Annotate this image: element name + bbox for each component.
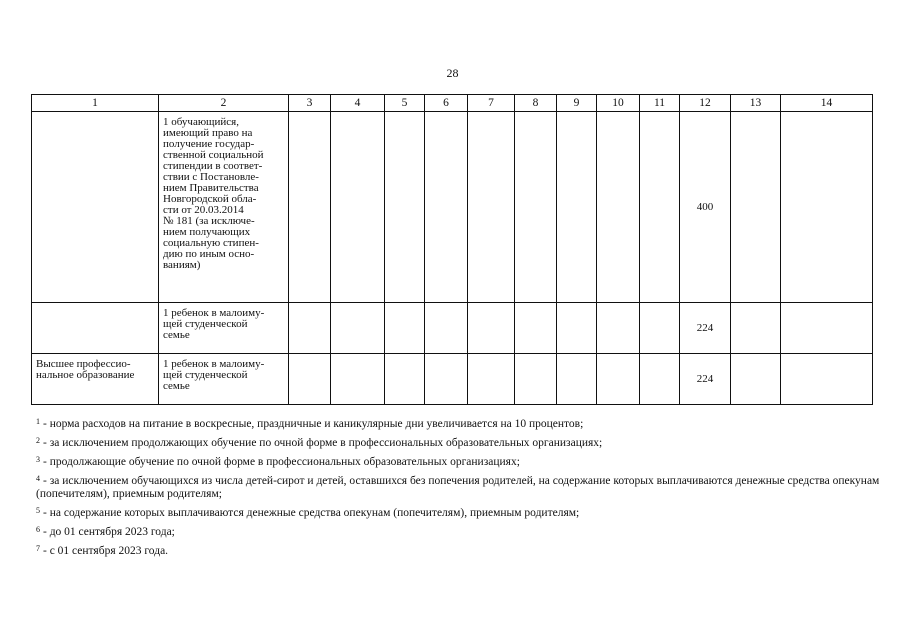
footnote-text: - продолжающие обучение по очной форме в профессиональных образовательных организациях; [43,456,520,468]
category-text: 1 обучающийся, имеющий право на получение государ- ственной социальной стипендии в соответ- ствии с Постановле- нием Правительства Новгородской обла- сти от 20.03.2014 № 181 (за исключе- нием получающих социальную стипен- дию по иным осно- ваниям) [163,116,264,271]
footnote-text: - норма расходов на питание в воскресные, праздничные и каникулярные дни увеличивается на 10 процентов; [43,418,584,430]
footnotes [36,418,886,564]
footnote-mark: 1 [36,417,40,426]
table-cell [468,354,515,405]
footnote-text: - с 01 сентября 2023 года. [43,545,169,557]
category-cell [159,303,289,354]
table-cell [385,303,425,354]
table-cell [597,112,640,303]
header-cell: 9 [557,95,597,112]
header-cell: 3 [289,95,331,112]
value-cell [680,303,731,354]
header-row [32,95,873,112]
table-cell [781,112,873,303]
header-cell: 5 [385,95,425,112]
education-level-text [32,112,158,117]
category-text: 1 ребенок в малоиму- щей студенческой семье [163,307,265,341]
footnote-mark: 2 [36,436,40,445]
footnote [36,526,886,539]
footnote [36,475,886,501]
table-cell [731,303,781,354]
category-text: 1 ребенок в малоиму- щей студенческой семье [163,358,265,392]
footnote-text: - на содержание которых выплачиваются денежные средства опекунам (попечителям), приемным родителям; [43,507,580,519]
table-cell [640,354,680,405]
table-cell [289,354,331,405]
footnote-text: - за исключением обучающихся из числа детей-сирот и детей, оставшихся без попечения родителей, на содержание которых выплачиваются денежные средства опекунам (попечителям), приемным родителям; [36,475,880,500]
table-cell [731,354,781,405]
table-cell [468,303,515,354]
table-cell [781,303,873,354]
table-cell [515,354,557,405]
value-cell [680,112,731,303]
header-cell: 11 [640,95,680,112]
table-row [32,303,873,354]
footnote [36,418,886,431]
value-cell [680,354,731,405]
header-cell: 8 [515,95,557,112]
table-cell [781,354,873,405]
table-cell [640,112,680,303]
header-cell: 6 [425,95,468,112]
table-row [32,112,873,303]
value-text: 224 [696,322,714,334]
education-level-cell [32,112,159,303]
footnote-mark: 5 [36,506,40,515]
table-cell [557,303,597,354]
education-level-text [32,303,158,308]
education-level-text: Высшее профессио- нальное образование [36,358,135,381]
header-cell: 13 [731,95,781,112]
footnote-mark: 3 [36,455,40,464]
footnote-mark: 6 [36,525,40,534]
table-cell [468,112,515,303]
table-cell [515,112,557,303]
table-cell [331,112,385,303]
table-cell [289,112,331,303]
header-cell: 4 [331,95,385,112]
header-cell: 1 [32,95,159,112]
footnote-mark: 4 [36,474,40,483]
footnote-text: - до 01 сентября 2023 года; [43,526,175,538]
table-cell [640,303,680,354]
table-row [32,354,873,405]
footnote [36,545,886,558]
table-cell [385,354,425,405]
table-cell [731,112,781,303]
table-cell [385,112,425,303]
table-cell [425,112,468,303]
value-text: 400 [696,201,714,213]
table-cell [425,303,468,354]
data-table [31,94,873,405]
table-cell [597,354,640,405]
table-cell [331,303,385,354]
footnote [36,456,886,469]
table-cell [425,354,468,405]
education-level-cell [32,303,159,354]
header-cell: 12 [680,95,731,112]
table-cell [331,354,385,405]
footnote [36,437,886,450]
value-text: 224 [696,373,714,385]
page-number: 28 [446,66,459,80]
footnote-text: - за исключением продолжающих обучение по очной форме в профессиональных образовательных организациях; [43,437,603,449]
header-cell: 10 [597,95,640,112]
education-level-cell [32,354,159,405]
header-cell: 7 [468,95,515,112]
table-cell [557,112,597,303]
table-cell [289,303,331,354]
table-cell [515,303,557,354]
header-cell: 14 [781,95,873,112]
category-cell [159,112,289,303]
table-cell [597,303,640,354]
table-cell [557,354,597,405]
footnote-mark: 7 [36,544,40,553]
footnote [36,507,886,520]
category-cell [159,354,289,405]
header-cell: 2 [159,95,289,112]
